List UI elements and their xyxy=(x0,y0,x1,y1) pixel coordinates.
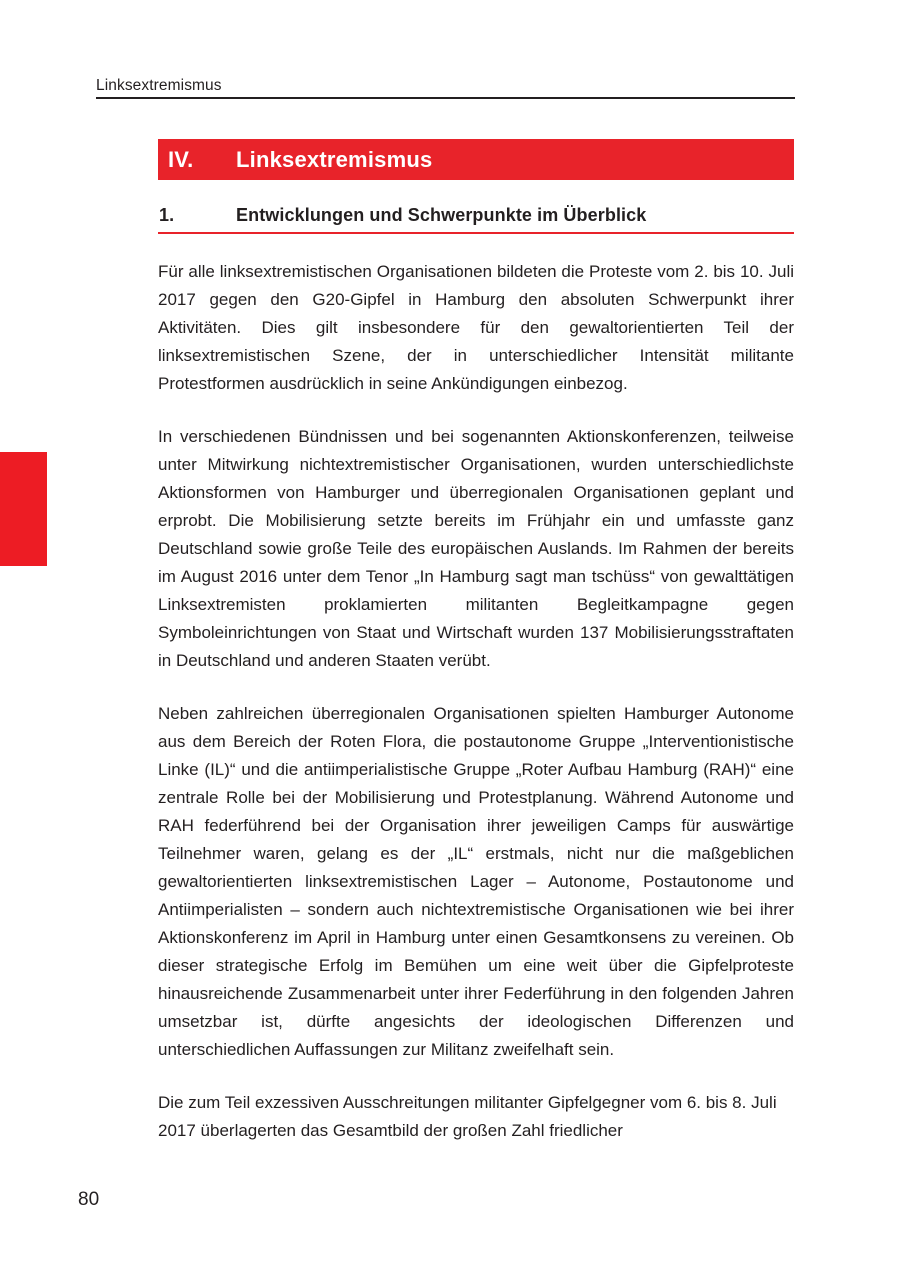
section-rule xyxy=(158,232,794,234)
page-number: 80 xyxy=(78,1189,100,1210)
paragraph: Die zum Teil exzessiven Ausschreitungen militanter Gipfelgegner vom 6. bis 8. Juli 2017 überlagerten das Gesamtbild der großen Zahl friedlicher xyxy=(158,1092,777,1140)
header-rule xyxy=(96,97,795,99)
chapter-number: IV. xyxy=(168,146,194,172)
chapter-thumb-index-tab xyxy=(0,452,47,566)
paragraph: Neben zahlreichen überregionalen Organisationen spielten Hamburger Autonome aus dem Bereich der Roten Flora, die postautonome Gruppe „Interventionistische Linke (IL)“ und die antiimperialistische Gruppe „Roter Aufbau Hamburg (RAH)“ eine zentrale Rolle bei der Mobilisierung und Protestplanung. Während Autonome und RAH federführend bei der Organisation ihrer jeweiligen Camps für auswärtige Teilnehmer waren, gelang es der „IL“ erstmals, nicht nur die maßgeblichen gewaltorientierten linksextremistischen Lager – Autonome, Postautonome und Antiimperialisten – sondern auch nichtextremistische Organisationen wie bei ihrer Aktionskonferenz im April in Hamburg unter einen Gesamtkonsens zu vereinen. Ob dieser strategische Erfolg im Bemühen um eine weit über die Gipfelproteste hinausreichende Zusammenarbeit unter ihrer Federführung in den folgenden Jahren umsetzbar ist, dürfte angesichts der ideologischen Differenzen und unterschiedlichen Auffassungen zur Militanz zweifelhaft sein. xyxy=(158,703,794,1059)
body-text xyxy=(158,258,794,1145)
section-number: 1. xyxy=(159,205,175,225)
chapter-banner xyxy=(158,139,794,180)
paragraph: Für alle linksextremistischen Organisationen bildeten die Proteste vom 2. bis 10. Juli 2017 gegen den G20-Gipfel in Hamburg den absoluten Schwerpunkt ihrer Aktivitäten. Dies gilt insbesondere für den gewaltorientierten Teil der linksextremistischen Szene, der in unterschiedlicher Intensität militante Protestformen ausdrücklich in seine Ankündigungen einbezog. xyxy=(158,261,794,393)
section-title: Entwicklungen und Schwerpunkte im Überblick xyxy=(236,205,647,225)
running-header: Linksextremismus xyxy=(96,77,222,94)
page-content xyxy=(158,139,794,1145)
section-heading xyxy=(158,205,794,226)
paragraph: In verschiedenen Bündnissen und bei sogenannten Aktionskonferenzen, teilweise unter Mitwirkung nichtextremistischer Organisationen, wurden unterschiedlichste Aktionsformen von Hamburger und überregionalen Organisationen geplant und erprobt. Die Mobilisierung setzte bereits im Frühjahr ein und umfasste ganz Deutschland sowie große Teile des europäischen Auslands. Im Rahmen der bereits im August 2016 unter dem Tenor „In Hamburg sagt man tschüss“ von gewalttätigen Linksextremisten proklamierten militanten Begleitkampagne gegen Symboleinrichtungen von Staat und Wirtschaft wurden 137 Mobilisierungsstraftaten in Deutschland und anderen Staaten verübt. xyxy=(158,426,794,670)
chapter-title: Linksextremismus xyxy=(236,146,433,172)
